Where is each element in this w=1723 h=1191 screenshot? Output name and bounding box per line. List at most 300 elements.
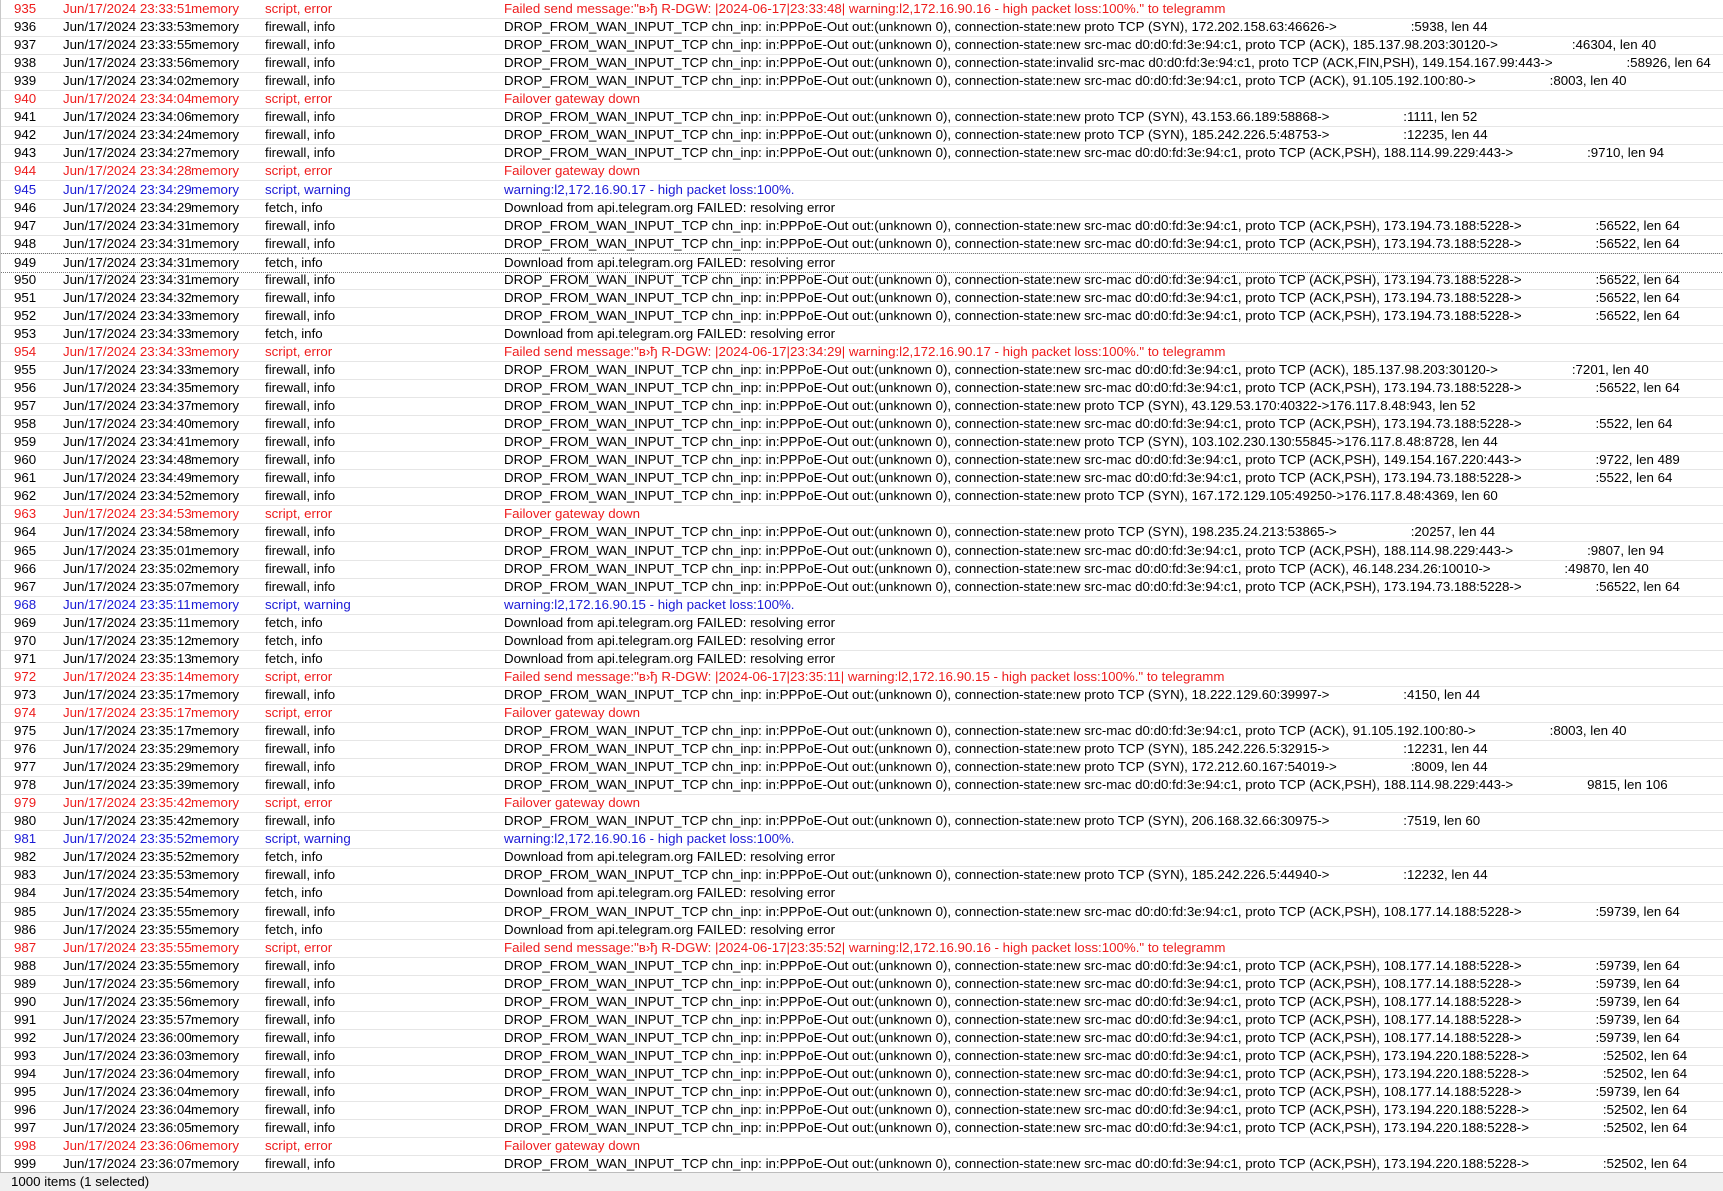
log-row-number: 979 bbox=[14, 795, 37, 810]
log-row[interactable] bbox=[1, 271, 1723, 290]
log-row-buffer: memory bbox=[191, 326, 240, 341]
log-row[interactable] bbox=[1, 614, 1723, 633]
log-row-message: DROP_FROM_WAN_INPUT_TCP chn_inp: in:PPPoE-Out out:(unknown 0), connection-state:new src-mac d0:d0:fd:3e:94:c1, proto TCP (ACK), 185.137.98.203:30120-> :46304, len 40 bbox=[504, 37, 1657, 52]
log-row-topics: firewall, info bbox=[265, 109, 336, 124]
log-row-buffer: memory bbox=[191, 1102, 240, 1117]
log-row[interactable] bbox=[1, 1065, 1723, 1084]
log-row[interactable] bbox=[1, 704, 1723, 723]
log-row-buffer: memory bbox=[191, 19, 240, 34]
log-row-number: 997 bbox=[14, 1120, 37, 1135]
log-row-message: DROP_FROM_WAN_INPUT_TCP chn_inp: in:PPPoE-Out out:(unknown 0), connection-state:invalid src-mac d0:d0:fd:3e:94:c1, proto TCP (ACK,FIN,PSH), 149.154.167.99:443-> :58926, len 64 bbox=[504, 55, 1711, 70]
log-row-buffer: memory bbox=[191, 597, 240, 612]
log-row-message: DROP_FROM_WAN_INPUT_TCP chn_inp: in:PPPoE-Out out:(unknown 0), connection-state:new src-mac d0:d0:fd:3e:94:c1, proto TCP (ACK,PSH), 173.194.73.188:5228-> :56522, len 64 bbox=[504, 380, 1680, 395]
log-row-message: DROP_FROM_WAN_INPUT_TCP chn_inp: in:PPPoE-Out out:(unknown 0), connection-state:new proto TCP (SYN), 43.129.53.170:40322->176.117.8.48:943, len 52 bbox=[504, 398, 1476, 413]
log-row-topics: fetch, info bbox=[265, 651, 323, 666]
log-row-time: Jun/17/2024 23:34:41 bbox=[63, 434, 192, 449]
log-row[interactable] bbox=[1, 1047, 1723, 1066]
log-row-message: DROP_FROM_WAN_INPUT_TCP chn_inp: in:PPPoE-Out out:(unknown 0), connection-state:new src-mac d0:d0:fd:3e:94:c1, proto TCP (ACK,PSH), 173.194.73.188:5228-> :56522, len 64 bbox=[504, 308, 1680, 323]
log-row[interactable] bbox=[1, 54, 1723, 73]
log-row-message: DROP_FROM_WAN_INPUT_TCP chn_inp: in:PPPoE-Out out:(unknown 0), connection-state:new src-mac d0:d0:fd:3e:94:c1, proto TCP (ACK,PSH), 188.114.98.229:443-> 9815, len 106 bbox=[504, 777, 1668, 792]
log-row-time: Jun/17/2024 23:35:53 bbox=[63, 867, 192, 882]
log-row-number: 976 bbox=[14, 741, 37, 756]
log-row-time: Jun/17/2024 23:34:32 bbox=[63, 290, 192, 305]
log-row-time: Jun/17/2024 23:34:33 bbox=[63, 308, 192, 323]
log-row-buffer: memory bbox=[191, 633, 240, 648]
log-row[interactable] bbox=[1, 162, 1723, 181]
log-row-number: 980 bbox=[14, 813, 37, 828]
log-row[interactable] bbox=[1, 596, 1723, 615]
log-row-buffer: memory bbox=[191, 1066, 240, 1081]
log-row-number: 936 bbox=[14, 19, 37, 34]
log-row-number: 994 bbox=[14, 1066, 37, 1081]
log-row-message: DROP_FROM_WAN_INPUT_TCP chn_inp: in:PPPoE-Out out:(unknown 0), connection-state:new src-mac d0:d0:fd:3e:94:c1, proto TCP (ACK,PSH), 188.114.99.229:443-> :9710, len 94 bbox=[504, 145, 1664, 160]
log-row-time: Jun/17/2024 23:35:13 bbox=[63, 651, 192, 666]
log-row[interactable] bbox=[1, 650, 1723, 669]
log-row[interactable] bbox=[1, 451, 1723, 470]
log-row-number: 991 bbox=[14, 1012, 37, 1027]
log-row[interactable] bbox=[1, 487, 1723, 506]
log-row-topics: firewall, info bbox=[265, 1030, 336, 1045]
log-row-time: Jun/17/2024 23:35:07 bbox=[63, 579, 192, 594]
log-row-topics: firewall, info bbox=[265, 994, 336, 1009]
log-row-number: 990 bbox=[14, 994, 37, 1009]
log-row-topics: firewall, info bbox=[265, 1084, 336, 1099]
log-row-number: 938 bbox=[14, 55, 37, 70]
log-row[interactable] bbox=[1, 253, 1723, 273]
log-row-number: 975 bbox=[14, 723, 37, 738]
log-row-time: Jun/17/2024 23:35:01 bbox=[63, 543, 192, 558]
log-row[interactable] bbox=[1, 957, 1723, 976]
log-row[interactable] bbox=[1, 126, 1723, 145]
log-row-number: 985 bbox=[14, 904, 37, 919]
log-row-time: Jun/17/2024 23:34:52 bbox=[63, 488, 192, 503]
log-row-topics: firewall, info bbox=[265, 145, 336, 160]
log-row-message: DROP_FROM_WAN_INPUT_TCP chn_inp: in:PPPoE-Out out:(unknown 0), connection-state:new src-mac d0:d0:fd:3e:94:c1, proto TCP (ACK,PSH), 108.177.14.188:5228-> :59739, len 64 bbox=[504, 994, 1680, 1009]
log-row-topics: firewall, info bbox=[265, 1048, 336, 1063]
log-row-time: Jun/17/2024 23:36:07 bbox=[63, 1156, 192, 1171]
log-row-message: DROP_FROM_WAN_INPUT_TCP chn_inp: in:PPPoE-Out out:(unknown 0), connection-state:new src-mac d0:d0:fd:3e:94:c1, proto TCP (ACK,PSH), 108.177.14.188:5228-> :59739, len 64 bbox=[504, 1030, 1680, 1045]
log-row[interactable] bbox=[1, 812, 1723, 831]
log-row-number: 982 bbox=[14, 849, 37, 864]
log-row-buffer: memory bbox=[191, 543, 240, 558]
log-row-buffer: memory bbox=[191, 723, 240, 738]
log-row[interactable] bbox=[1, 758, 1723, 777]
log-row[interactable] bbox=[1, 975, 1723, 994]
log-row-message: DROP_FROM_WAN_INPUT_TCP chn_inp: in:PPPoE-Out out:(unknown 0), connection-state:new proto TCP (SYN), 18.222.129.60:39997-> :4150, len 44 bbox=[504, 687, 1481, 702]
log-row-number: 968 bbox=[14, 597, 37, 612]
log-row-number: 978 bbox=[14, 777, 37, 792]
log-row-number: 948 bbox=[14, 236, 37, 251]
log-row-number: 939 bbox=[14, 73, 37, 88]
log-row-time: Jun/17/2024 23:35:55 bbox=[63, 904, 192, 919]
log-row-number: 953 bbox=[14, 326, 37, 341]
log-row-time: Jun/17/2024 23:35:39 bbox=[63, 777, 192, 792]
log-row[interactable] bbox=[1, 505, 1723, 524]
log-row-message: Failover gateway down bbox=[504, 705, 640, 720]
log-row-time: Jun/17/2024 23:34:37 bbox=[63, 398, 192, 413]
log-row-message: DROP_FROM_WAN_INPUT_TCP chn_inp: in:PPPoE-Out out:(unknown 0), connection-state:new src-mac d0:d0:fd:3e:94:c1, proto TCP (ACK,PSH), 173.194.73.188:5228-> :56522, len 64 bbox=[504, 290, 1680, 305]
log-row[interactable] bbox=[1, 72, 1723, 91]
log-row-time: Jun/17/2024 23:36:04 bbox=[63, 1102, 192, 1117]
log-row-time: Jun/17/2024 23:35:14 bbox=[63, 669, 192, 684]
log-row[interactable] bbox=[1, 668, 1723, 687]
log-row[interactable] bbox=[1, 560, 1723, 579]
log-row-message: Failover gateway down bbox=[504, 1138, 640, 1153]
log-row[interactable] bbox=[1, 993, 1723, 1012]
log-row[interactable] bbox=[1, 740, 1723, 759]
log-row[interactable] bbox=[1, 108, 1723, 127]
log-row[interactable] bbox=[1, 903, 1723, 922]
log-row-message: DROP_FROM_WAN_INPUT_TCP chn_inp: in:PPPoE-Out out:(unknown 0), connection-state:new src-mac d0:d0:fd:3e:94:c1, proto TCP (ACK,PSH), 173.194.73.188:5228-> :56522, len 64 bbox=[504, 579, 1680, 594]
log-row[interactable] bbox=[1, 379, 1723, 398]
log-row-topics: firewall, info bbox=[265, 55, 336, 70]
log-row-message: warning:l2,172.16.90.17 - high packet loss:100%. bbox=[504, 182, 795, 197]
log-row-buffer: memory bbox=[191, 452, 240, 467]
log-row[interactable] bbox=[1, 722, 1723, 741]
log-row-message: Download from api.telegram.org FAILED: resolving error bbox=[504, 885, 836, 900]
log-row-message: DROP_FROM_WAN_INPUT_TCP chn_inp: in:PPPoE-Out out:(unknown 0), connection-state:new src-mac d0:d0:fd:3e:94:c1, proto TCP (ACK,PSH), 173.194.220.188:5228-> :52502, len 64 bbox=[504, 1048, 1688, 1063]
log-row-time: Jun/17/2024 23:34:04 bbox=[63, 91, 192, 106]
log-row-message: DROP_FROM_WAN_INPUT_TCP chn_inp: in:PPPoE-Out out:(unknown 0), connection-state:new src-mac d0:d0:fd:3e:94:c1, proto TCP (ACK), 91.105.192.100:80-> :8003, len 40 bbox=[504, 723, 1627, 738]
log-row[interactable] bbox=[1, 686, 1723, 705]
log-row-message: DROP_FROM_WAN_INPUT_TCP chn_inp: in:PPPoE-Out out:(unknown 0), connection-state:new proto TCP (SYN), 185.242.226.5:44940-> :12232, len 44 bbox=[504, 867, 1488, 882]
log-row-buffer: memory bbox=[191, 813, 240, 828]
log-row-topics: firewall, info bbox=[265, 470, 336, 485]
log-row-number: 973 bbox=[14, 687, 37, 702]
log-row-buffer: memory bbox=[191, 922, 240, 937]
log-row-message: DROP_FROM_WAN_INPUT_TCP chn_inp: in:PPPoE-Out out:(unknown 0), connection-state:new src-mac d0:d0:fd:3e:94:c1, proto TCP (ACK,PSH), 173.194.73.188:5228-> :56522, len 64 bbox=[504, 218, 1680, 233]
log-row[interactable] bbox=[1, 144, 1723, 163]
log-row-buffer: memory bbox=[191, 380, 240, 395]
log-row-message: DROP_FROM_WAN_INPUT_TCP chn_inp: in:PPPoE-Out out:(unknown 0), connection-state:new src-mac d0:d0:fd:3e:94:c1, proto TCP (ACK,PSH), 188.114.98.229:443-> :9807, len 94 bbox=[504, 543, 1664, 558]
log-row[interactable] bbox=[1, 397, 1723, 416]
log-row-number: 983 bbox=[14, 867, 37, 882]
log-row-message: DROP_FROM_WAN_INPUT_TCP chn_inp: in:PPPoE-Out out:(unknown 0), connection-state:new src-mac d0:d0:fd:3e:94:c1, proto TCP (ACK,PSH), 173.194.73.188:5228-> :5522, len 64 bbox=[504, 470, 1673, 485]
log-row-topics: firewall, info bbox=[265, 434, 336, 449]
log-row-time: Jun/17/2024 23:36:05 bbox=[63, 1120, 192, 1135]
log-row-buffer: memory bbox=[191, 362, 240, 377]
log-row[interactable] bbox=[1, 921, 1723, 940]
log-row-buffer: memory bbox=[191, 1138, 240, 1153]
log-row-message: DROP_FROM_WAN_INPUT_TCP chn_inp: in:PPPoE-Out out:(unknown 0), connection-state:new proto TCP (SYN), 172.212.60.167:54019-> :8009, len 44 bbox=[504, 759, 1488, 774]
log-row-buffer: memory bbox=[191, 705, 240, 720]
log-row-buffer: memory bbox=[191, 669, 240, 684]
log-row-time: Jun/17/2024 23:34:40 bbox=[63, 416, 192, 431]
log-row-number: 974 bbox=[14, 705, 37, 720]
log-row-buffer: memory bbox=[191, 1156, 240, 1171]
log-row-topics: firewall, info bbox=[265, 1120, 336, 1135]
log-row[interactable] bbox=[1, 289, 1723, 308]
log-row-message: warning:l2,172.16.90.16 - high packet loss:100%. bbox=[504, 831, 795, 846]
log-row-number: 981 bbox=[14, 831, 37, 846]
log-row-buffer: memory bbox=[191, 200, 240, 215]
log-row-message: DROP_FROM_WAN_INPUT_TCP chn_inp: in:PPPoE-Out out:(unknown 0), connection-state:new proto TCP (SYN), 185.242.226.5:48753-> :12235, len 44 bbox=[504, 127, 1488, 142]
log-row-message: DROP_FROM_WAN_INPUT_TCP chn_inp: in:PPPoE-Out out:(unknown 0), connection-state:new src-mac d0:d0:fd:3e:94:c1, proto TCP (ACK,PSH), 173.194.220.188:5228-> :52502, len 64 bbox=[504, 1066, 1688, 1081]
log-row-buffer: memory bbox=[191, 1012, 240, 1027]
log-row-number: 992 bbox=[14, 1030, 37, 1045]
log-row-topics: firewall, info bbox=[265, 958, 336, 973]
log-row[interactable] bbox=[1, 343, 1723, 362]
log-row-time: Jun/17/2024 23:35:42 bbox=[63, 795, 192, 810]
log-row-number: 944 bbox=[14, 163, 37, 178]
log-row-number: 941 bbox=[14, 109, 37, 124]
log-row[interactable] bbox=[1, 939, 1723, 958]
log-row-buffer: memory bbox=[191, 434, 240, 449]
log-row-topics: fetch, info bbox=[265, 633, 323, 648]
log-row-buffer: memory bbox=[191, 958, 240, 973]
log-row-buffer: memory bbox=[191, 236, 240, 251]
log-row-buffer: memory bbox=[191, 687, 240, 702]
log-row-number: 950 bbox=[14, 272, 37, 287]
log-row-buffer: memory bbox=[191, 759, 240, 774]
log-row-topics: firewall, info bbox=[265, 1102, 336, 1117]
log-row-time: Jun/17/2024 23:34:29 bbox=[63, 200, 192, 215]
log-row-number: 954 bbox=[14, 344, 37, 359]
log-row-topics: script, error bbox=[265, 1, 333, 16]
log-row-message: Failover gateway down bbox=[504, 91, 640, 106]
log-row-topics: firewall, info bbox=[265, 452, 336, 467]
log-row-message: Failed send message:"в›ђ R-DGW: |2024-06-17|23:35:11| warning:l2,172.16.90.15 - high packet loss:100%." to telegramm bbox=[504, 669, 1225, 684]
log-row-buffer: memory bbox=[191, 849, 240, 864]
log-row-number: 970 bbox=[14, 633, 37, 648]
log-row-number: 959 bbox=[14, 434, 37, 449]
log-row-number: 998 bbox=[14, 1138, 37, 1153]
log-row-topics: firewall, info bbox=[265, 398, 336, 413]
log-row-topics: script, warning bbox=[265, 597, 351, 612]
log-row-number: 947 bbox=[14, 218, 37, 233]
log-row-topics: firewall, info bbox=[265, 741, 336, 756]
log-row-topics: firewall, info bbox=[265, 579, 336, 594]
log-row-topics: firewall, info bbox=[265, 723, 336, 738]
log-row-time: Jun/17/2024 23:33:53 bbox=[63, 19, 192, 34]
log-row-time: Jun/17/2024 23:35:12 bbox=[63, 633, 192, 648]
log-row-number: 963 bbox=[14, 506, 37, 521]
log-row-time: Jun/17/2024 23:35:56 bbox=[63, 994, 192, 1009]
log-row-message: DROP_FROM_WAN_INPUT_TCP chn_inp: in:PPPoE-Out out:(unknown 0), connection-state:new src-mac d0:d0:fd:3e:94:c1, proto TCP (ACK,PSH), 173.194.220.188:5228-> :52502, len 64 bbox=[504, 1120, 1688, 1135]
log-row-time: Jun/17/2024 23:35:52 bbox=[63, 849, 192, 864]
log-row-message: DROP_FROM_WAN_INPUT_TCP chn_inp: in:PPPoE-Out out:(unknown 0), connection-state:new src-mac d0:d0:fd:3e:94:c1, proto TCP (ACK,PSH), 108.177.14.188:5228-> :59739, len 64 bbox=[504, 1012, 1680, 1027]
log-row[interactable] bbox=[1, 0, 1723, 19]
log-row-time: Jun/17/2024 23:34:33 bbox=[63, 344, 192, 359]
log-row-topics: script, error bbox=[265, 940, 333, 955]
log-row[interactable] bbox=[1, 1029, 1723, 1048]
log-row[interactable] bbox=[1, 1083, 1723, 1102]
log-row[interactable] bbox=[1, 217, 1723, 236]
log-row-message: Failed send message:"в›ђ R-DGW: |2024-06-17|23:34:29| warning:l2,172.16.90.17 - high packet loss:100%." to telegramm bbox=[504, 344, 1226, 359]
log-row-buffer: memory bbox=[191, 344, 240, 359]
log-row-time: Jun/17/2024 23:35:29 bbox=[63, 741, 192, 756]
log-row-time: Jun/17/2024 23:35:17 bbox=[63, 723, 192, 738]
log-row-number: 989 bbox=[14, 976, 37, 991]
log-row-time: Jun/17/2024 23:35:11 bbox=[63, 615, 191, 630]
log-row-message: DROP_FROM_WAN_INPUT_TCP chn_inp: in:PPPoE-Out out:(unknown 0), connection-state:new src-mac d0:d0:fd:3e:94:c1, proto TCP (ACK,PSH), 173.194.220.188:5228-> :52502, len 64 bbox=[504, 1156, 1688, 1171]
log-row[interactable] bbox=[1, 361, 1723, 380]
log-row-number: 946 bbox=[14, 200, 37, 215]
log-row-topics: firewall, info bbox=[265, 488, 336, 503]
log-row-topics: firewall, info bbox=[265, 218, 336, 233]
log-row-time: Jun/17/2024 23:35:55 bbox=[63, 922, 192, 937]
log-row-buffer: memory bbox=[191, 416, 240, 431]
log-row-time: Jun/17/2024 23:35:29 bbox=[63, 759, 192, 774]
log-row-number: 965 bbox=[14, 543, 37, 558]
log-row-time: Jun/17/2024 23:35:57 bbox=[63, 1012, 192, 1027]
log-row-number: 986 bbox=[14, 922, 37, 937]
log-row-topics: script, error bbox=[265, 795, 333, 810]
log-row[interactable] bbox=[1, 884, 1723, 903]
log-row-message: DROP_FROM_WAN_INPUT_TCP chn_inp: in:PPPoE-Out out:(unknown 0), connection-state:new src-mac d0:d0:fd:3e:94:c1, proto TCP (ACK,PSH), 173.194.73.188:5228-> :56522, len 64 bbox=[504, 272, 1680, 287]
log-row-topics: firewall, info bbox=[265, 236, 336, 251]
log-row-number: 993 bbox=[14, 1048, 37, 1063]
log-row[interactable] bbox=[1, 1011, 1723, 1030]
log-row-time: Jun/17/2024 23:34:48 bbox=[63, 452, 192, 467]
log-row[interactable] bbox=[1, 18, 1723, 37]
log-row-time: Jun/17/2024 23:35:17 bbox=[63, 687, 192, 702]
log-row-topics: firewall, info bbox=[265, 416, 336, 431]
log-row-time: Jun/17/2024 23:35:42 bbox=[63, 813, 192, 828]
log-row-message: DROP_FROM_WAN_INPUT_TCP chn_inp: in:PPPoE-Out out:(unknown 0), connection-state:new src-mac d0:d0:fd:3e:94:c1, proto TCP (ACK,PSH), 108.177.14.188:5228-> :59739, len 64 bbox=[504, 1084, 1680, 1099]
log-row-time: Jun/17/2024 23:34:31 bbox=[63, 218, 192, 233]
log-row-topics: firewall, info bbox=[265, 813, 336, 828]
log-row[interactable] bbox=[1, 235, 1723, 254]
status-text: 1000 items (1 selected) bbox=[11, 1174, 150, 1189]
log-row-number: 977 bbox=[14, 759, 37, 774]
log-row-buffer: memory bbox=[191, 163, 240, 178]
log-row-time: Jun/17/2024 23:34:28 bbox=[63, 163, 192, 178]
log-row[interactable] bbox=[1, 830, 1723, 849]
log-row-topics: fetch, info bbox=[265, 922, 323, 937]
log-row[interactable] bbox=[1, 36, 1723, 55]
log-row-topics: script, warning bbox=[265, 831, 351, 846]
log-row-number: 935 bbox=[14, 1, 37, 16]
log-row[interactable] bbox=[1, 523, 1723, 542]
log-row-buffer: memory bbox=[191, 290, 240, 305]
log-row-buffer: memory bbox=[191, 831, 240, 846]
log-row-buffer: memory bbox=[191, 524, 240, 539]
log-row-topics: script, warning bbox=[265, 182, 351, 197]
log-row-message: Download from api.telegram.org FAILED: resolving error bbox=[504, 200, 836, 215]
log-row[interactable] bbox=[1, 632, 1723, 651]
log-row[interactable] bbox=[1, 325, 1723, 344]
log-row-buffer: memory bbox=[191, 615, 240, 630]
log-row[interactable] bbox=[1, 866, 1723, 885]
log-row-buffer: memory bbox=[191, 308, 240, 323]
log-row-number: 988 bbox=[14, 958, 37, 973]
log-row[interactable] bbox=[1, 469, 1723, 488]
log-row-number: 996 bbox=[14, 1102, 37, 1117]
log-row[interactable] bbox=[1, 794, 1723, 813]
log-row-time: Jun/17/2024 23:35:11 bbox=[63, 597, 191, 612]
log-row-time: Jun/17/2024 23:34:31 bbox=[63, 255, 192, 270]
log-row-topics: fetch, info bbox=[265, 615, 323, 630]
log-row-buffer: memory bbox=[191, 145, 240, 160]
log-row-topics: firewall, info bbox=[265, 524, 336, 539]
log-row-message: Download from api.telegram.org FAILED: resolving error bbox=[504, 849, 836, 864]
log-row-buffer: memory bbox=[191, 940, 240, 955]
log-row-topics: script, error bbox=[265, 669, 333, 684]
log-row-number: 942 bbox=[14, 127, 37, 142]
log-row[interactable] bbox=[1, 433, 1723, 452]
log-row-number: 987 bbox=[14, 940, 37, 955]
log-row-message: DROP_FROM_WAN_INPUT_TCP chn_inp: in:PPPoE-Out out:(unknown 0), connection-state:new proto TCP (SYN), 172.202.158.63:46626-> :5938, len 44 bbox=[504, 19, 1488, 34]
log-row-buffer: memory bbox=[191, 91, 240, 106]
log-row-buffer: memory bbox=[191, 182, 240, 197]
log-row-time: Jun/17/2024 23:33:56 bbox=[63, 55, 192, 70]
log-row-number: 958 bbox=[14, 416, 37, 431]
log-row-topics: firewall, info bbox=[265, 37, 336, 52]
log-row-topics: firewall, info bbox=[265, 380, 336, 395]
log-row-time: Jun/17/2024 23:35:17 bbox=[63, 705, 192, 720]
log-row-message: DROP_FROM_WAN_INPUT_TCP chn_inp: in:PPPoE-Out out:(unknown 0), connection-state:new src-mac d0:d0:fd:3e:94:c1, proto TCP (ACK), 185.137.98.203:30120-> :7201, len 40 bbox=[504, 362, 1649, 377]
log-row-message: Failover gateway down bbox=[504, 163, 640, 178]
log-row-buffer: memory bbox=[191, 1120, 240, 1135]
log-row-message: Failover gateway down bbox=[504, 506, 640, 521]
log-row-time: Jun/17/2024 23:34:24 bbox=[63, 127, 192, 142]
log-row-buffer: memory bbox=[191, 777, 240, 792]
log-row[interactable] bbox=[1, 848, 1723, 867]
log-row-message: DROP_FROM_WAN_INPUT_TCP chn_inp: in:PPPoE-Out out:(unknown 0), connection-state:new src-mac d0:d0:fd:3e:94:c1, proto TCP (ACK,PSH), 149.154.167.220:443-> :9722, len 489 bbox=[504, 452, 1680, 467]
log-row-buffer: memory bbox=[191, 255, 240, 270]
log-row[interactable] bbox=[1, 181, 1723, 200]
log-row-buffer: memory bbox=[191, 561, 240, 576]
log-row-number: 969 bbox=[14, 615, 37, 630]
log-row-time: Jun/17/2024 23:35:55 bbox=[63, 958, 192, 973]
log-row-buffer: memory bbox=[191, 741, 240, 756]
log-row-buffer: memory bbox=[191, 109, 240, 124]
log-row-topics: firewall, info bbox=[265, 543, 336, 558]
log-row[interactable] bbox=[1, 199, 1723, 218]
log-row[interactable] bbox=[1, 1101, 1723, 1120]
log-row-time: Jun/17/2024 23:35:54 bbox=[63, 885, 192, 900]
log-row-message: DROP_FROM_WAN_INPUT_TCP chn_inp: in:PPPoE-Out out:(unknown 0), connection-state:new src-mac d0:d0:fd:3e:94:c1, proto TCP (ACK,PSH), 108.177.14.188:5228-> :59739, len 64 bbox=[504, 904, 1680, 919]
log-row-time: Jun/17/2024 23:34:53 bbox=[63, 506, 192, 521]
log-row[interactable] bbox=[1, 1119, 1723, 1138]
log-row-message: Download from api.telegram.org FAILED: resolving error bbox=[504, 633, 836, 648]
log-row-number: 984 bbox=[14, 885, 37, 900]
log-row[interactable] bbox=[1, 1155, 1723, 1172]
log-row[interactable] bbox=[1, 307, 1723, 326]
log-row-number: 971 bbox=[14, 651, 37, 666]
log-row[interactable] bbox=[1, 1137, 1723, 1156]
log-row[interactable] bbox=[1, 415, 1723, 434]
log-row-message: Download from api.telegram.org FAILED: resolving error bbox=[504, 326, 836, 341]
log-row-message: DROP_FROM_WAN_INPUT_TCP chn_inp: in:PPPoE-Out out:(unknown 0), connection-state:new proto TCP (SYN), 206.168.32.66:30975-> :7519, len 60 bbox=[504, 813, 1481, 828]
log-row-time: Jun/17/2024 23:35:52 bbox=[63, 831, 192, 846]
log-row-message: DROP_FROM_WAN_INPUT_TCP chn_inp: in:PPPoE-Out out:(unknown 0), connection-state:new proto TCP (SYN), 167.172.129.105:49250->176.117.8.48:4369, len 60 bbox=[504, 488, 1498, 503]
log-row[interactable] bbox=[1, 578, 1723, 597]
log-row-buffer: memory bbox=[191, 37, 240, 52]
log-row-time: Jun/17/2024 23:34:33 bbox=[63, 362, 192, 377]
log-row-message: DROP_FROM_WAN_INPUT_TCP chn_inp: in:PPPoE-Out out:(unknown 0), connection-state:new proto TCP (SYN), 198.235.24.213:53865-> :20257, len 44 bbox=[504, 524, 1495, 539]
log-row-message: DROP_FROM_WAN_INPUT_TCP chn_inp: in:PPPoE-Out out:(unknown 0), connection-state:new src-mac d0:d0:fd:3e:94:c1, proto TCP (ACK,PSH), 108.177.14.188:5228-> :59739, len 64 bbox=[504, 958, 1680, 973]
log-row-time: Jun/17/2024 23:34:06 bbox=[63, 109, 192, 124]
log-row[interactable] bbox=[1, 542, 1723, 561]
log-row-topics: firewall, info bbox=[265, 777, 336, 792]
log-row-buffer: memory bbox=[191, 867, 240, 882]
log-row-buffer: memory bbox=[191, 398, 240, 413]
log-row[interactable] bbox=[1, 776, 1723, 795]
log-row-number: 966 bbox=[14, 561, 37, 576]
log-row-number: 943 bbox=[14, 145, 37, 160]
log-row-message: DROP_FROM_WAN_INPUT_TCP chn_inp: in:PPPoE-Out out:(unknown 0), connection-state:new src-mac d0:d0:fd:3e:94:c1, proto TCP (ACK,PSH), 173.194.220.188:5228-> :52502, len 64 bbox=[504, 1102, 1688, 1117]
log-row-topics: firewall, info bbox=[265, 867, 336, 882]
log-row-buffer: memory bbox=[191, 127, 240, 142]
log-row[interactable] bbox=[1, 90, 1723, 109]
log-row-number: 964 bbox=[14, 524, 37, 539]
log-row-buffer: memory bbox=[191, 488, 240, 503]
log-row-time: Jun/17/2024 23:35:02 bbox=[63, 561, 192, 576]
log-row-topics: firewall, info bbox=[265, 362, 336, 377]
log-row-number: 949 bbox=[14, 255, 37, 270]
